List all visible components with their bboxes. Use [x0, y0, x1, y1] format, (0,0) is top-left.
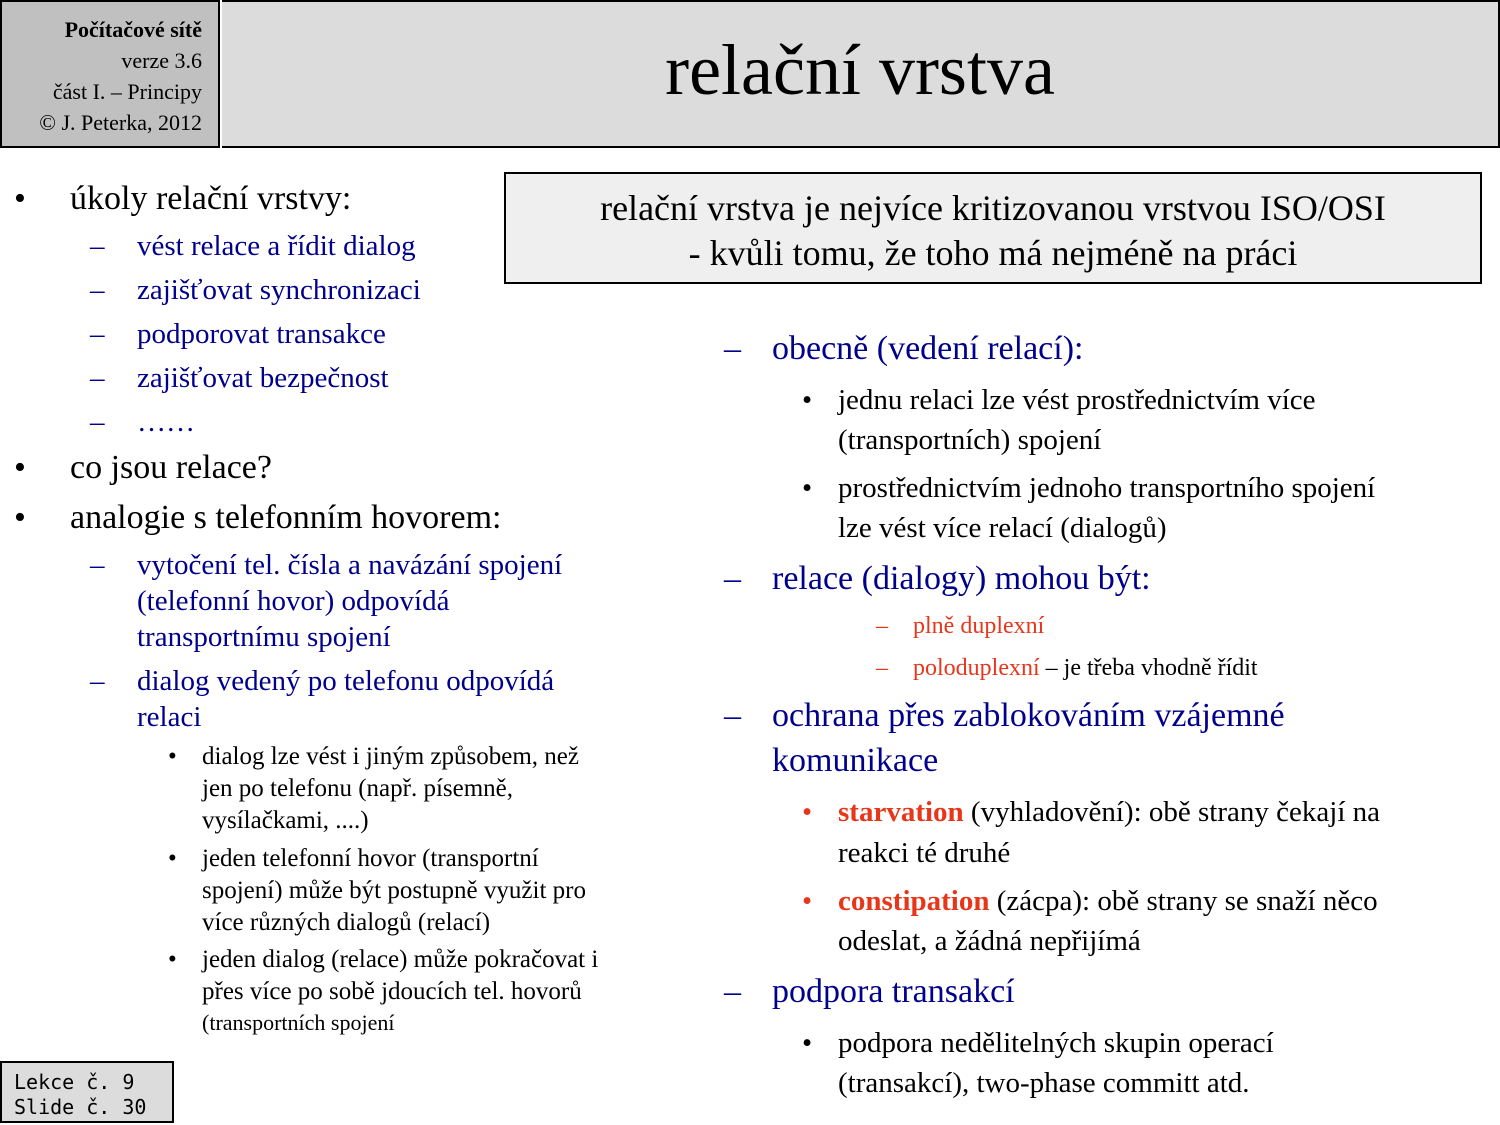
bullet-marker: • [802, 1027, 813, 1059]
task-item: zajišťovat synchronizaci [137, 274, 421, 306]
tasks-heading: úkoly relační vrstvy: [70, 180, 352, 217]
dash-marker: – [724, 330, 741, 367]
note-line: více různých dialogů (relací) [202, 909, 491, 936]
dialogs-heading: relace (dialogy) mohou být: [772, 560, 1151, 597]
course-name: Počítačové sítě [64, 17, 202, 42]
constipation-description: (zácpa): obě strany se snaží něco [989, 885, 1378, 917]
general-heading: obecně (vedení relací): [772, 330, 1084, 367]
analogy-line: (telefonní hovor) odpovídá [137, 585, 450, 617]
bullet-marker: • [802, 384, 813, 416]
half-duplex-line [913, 655, 1258, 682]
bullet-marker: • [14, 449, 26, 486]
half-duplex-note: – je třeba vhodně řídit [1039, 655, 1258, 681]
analogy-line: dialog vedený po telefonu odpovídá [137, 665, 555, 697]
constipation-term: constipation [838, 885, 990, 917]
slide-title-box [222, 0, 1500, 148]
analogy-line: vytočení tel. čísla a navázání spojení [137, 549, 563, 581]
callout-line-1: relační vrstva je nejvíce kritizovanou vrstvou ISO/OSI [600, 188, 1386, 228]
protection-heading: ochrana přes zablokováním vzájemné [772, 697, 1285, 734]
transactions-line: podpora nedělitelných skupin operací [838, 1027, 1274, 1059]
analogy-heading: analogie s telefonním hovorem: [70, 499, 502, 536]
note-line: dialog lze vést i jiným způsobem, než [202, 743, 579, 770]
general-line: lze vést více relací (dialogů) [838, 512, 1167, 544]
bullet-marker: • [168, 845, 177, 872]
bullet-marker: • [802, 472, 813, 504]
dash-marker: – [724, 973, 741, 1010]
slide-title: relační vrstva [665, 29, 1055, 110]
bullet-marker: • [802, 885, 813, 917]
task-item: …… [137, 406, 195, 438]
bullet-marker: • [168, 946, 177, 973]
dash-marker: – [90, 406, 105, 438]
note-line: jeden telefonní hovor (transportní [202, 845, 539, 872]
note-line: vysílačkami, ....) [202, 807, 369, 834]
full-duplex-label: plně duplexní [913, 613, 1045, 639]
starvation-line-2: reakci té druhé [838, 837, 1011, 869]
bullet-marker: • [14, 499, 26, 536]
dash-marker: – [90, 665, 105, 697]
note-line: spojení) může být postupně využit pro [202, 877, 586, 904]
copyright-label: © J. Peterka, 2012 [39, 110, 202, 135]
note-line: přes více po sobě jdoucích tel. hovorů [202, 978, 582, 1005]
dash-marker: – [724, 560, 741, 597]
note-line: jeden dialog (relace) může pokračovat i [202, 946, 599, 973]
bullet-marker: • [168, 743, 177, 770]
transactions-line: (transakcí), two-phase committ atd. [838, 1067, 1250, 1099]
starvation-term: starvation [838, 796, 964, 828]
dash-marker: – [90, 274, 105, 306]
half-duplex-label: poloduplexní [913, 655, 1040, 681]
general-line: prostřednictvím jednoho transportního spojení [838, 472, 1376, 504]
slide-number: Slide č. 30 [14, 1095, 147, 1119]
lecture-number: Lekce č. 9 [14, 1070, 135, 1094]
general-line: jednu relaci lze vést prostřednictvím více [838, 384, 1316, 416]
callout-line-2: - kvůli tomu, že toho má nejméně na práci [688, 233, 1298, 273]
version-label: verze 3.6 [121, 48, 202, 73]
question-heading: co jsou relace? [70, 449, 272, 486]
dash-marker: – [90, 318, 105, 350]
note-line: jen po telefonu (např. písemně, [202, 775, 514, 802]
dash-marker: – [90, 230, 105, 262]
starvation-description: (vyhladovění): obě strany čekají na [963, 796, 1380, 828]
protection-heading: komunikace [772, 742, 939, 779]
task-item: vést relace a řídit dialog [137, 230, 416, 262]
general-line: (transportních) spojení [838, 424, 1102, 456]
dash-marker: – [876, 655, 888, 681]
dash-marker: – [724, 697, 741, 734]
dash-marker: – [876, 613, 888, 639]
header-meta-box [0, 0, 220, 148]
slide-footer [0, 1061, 174, 1123]
dash-marker: – [90, 549, 105, 581]
bullet-marker: • [14, 180, 26, 217]
constipation-line [838, 885, 1378, 918]
bullet-marker: • [802, 796, 813, 828]
part-label: část I. – Principy [52, 79, 202, 104]
constipation-line-2: odeslat, a žádná nepřijímá [838, 925, 1141, 957]
task-item: zajišťovat bezpečnost [137, 362, 389, 394]
analogy-line: transportnímu spojení [137, 621, 391, 653]
task-item: podporovat transakce [137, 318, 386, 350]
starvation-line [838, 796, 1380, 829]
callout-box [504, 172, 1482, 284]
dash-marker: – [90, 362, 105, 394]
transactions-heading: podpora transakcí [772, 973, 1015, 1010]
note-line: (transportních spojení [202, 1010, 395, 1035]
analogy-line: relaci [137, 701, 202, 733]
